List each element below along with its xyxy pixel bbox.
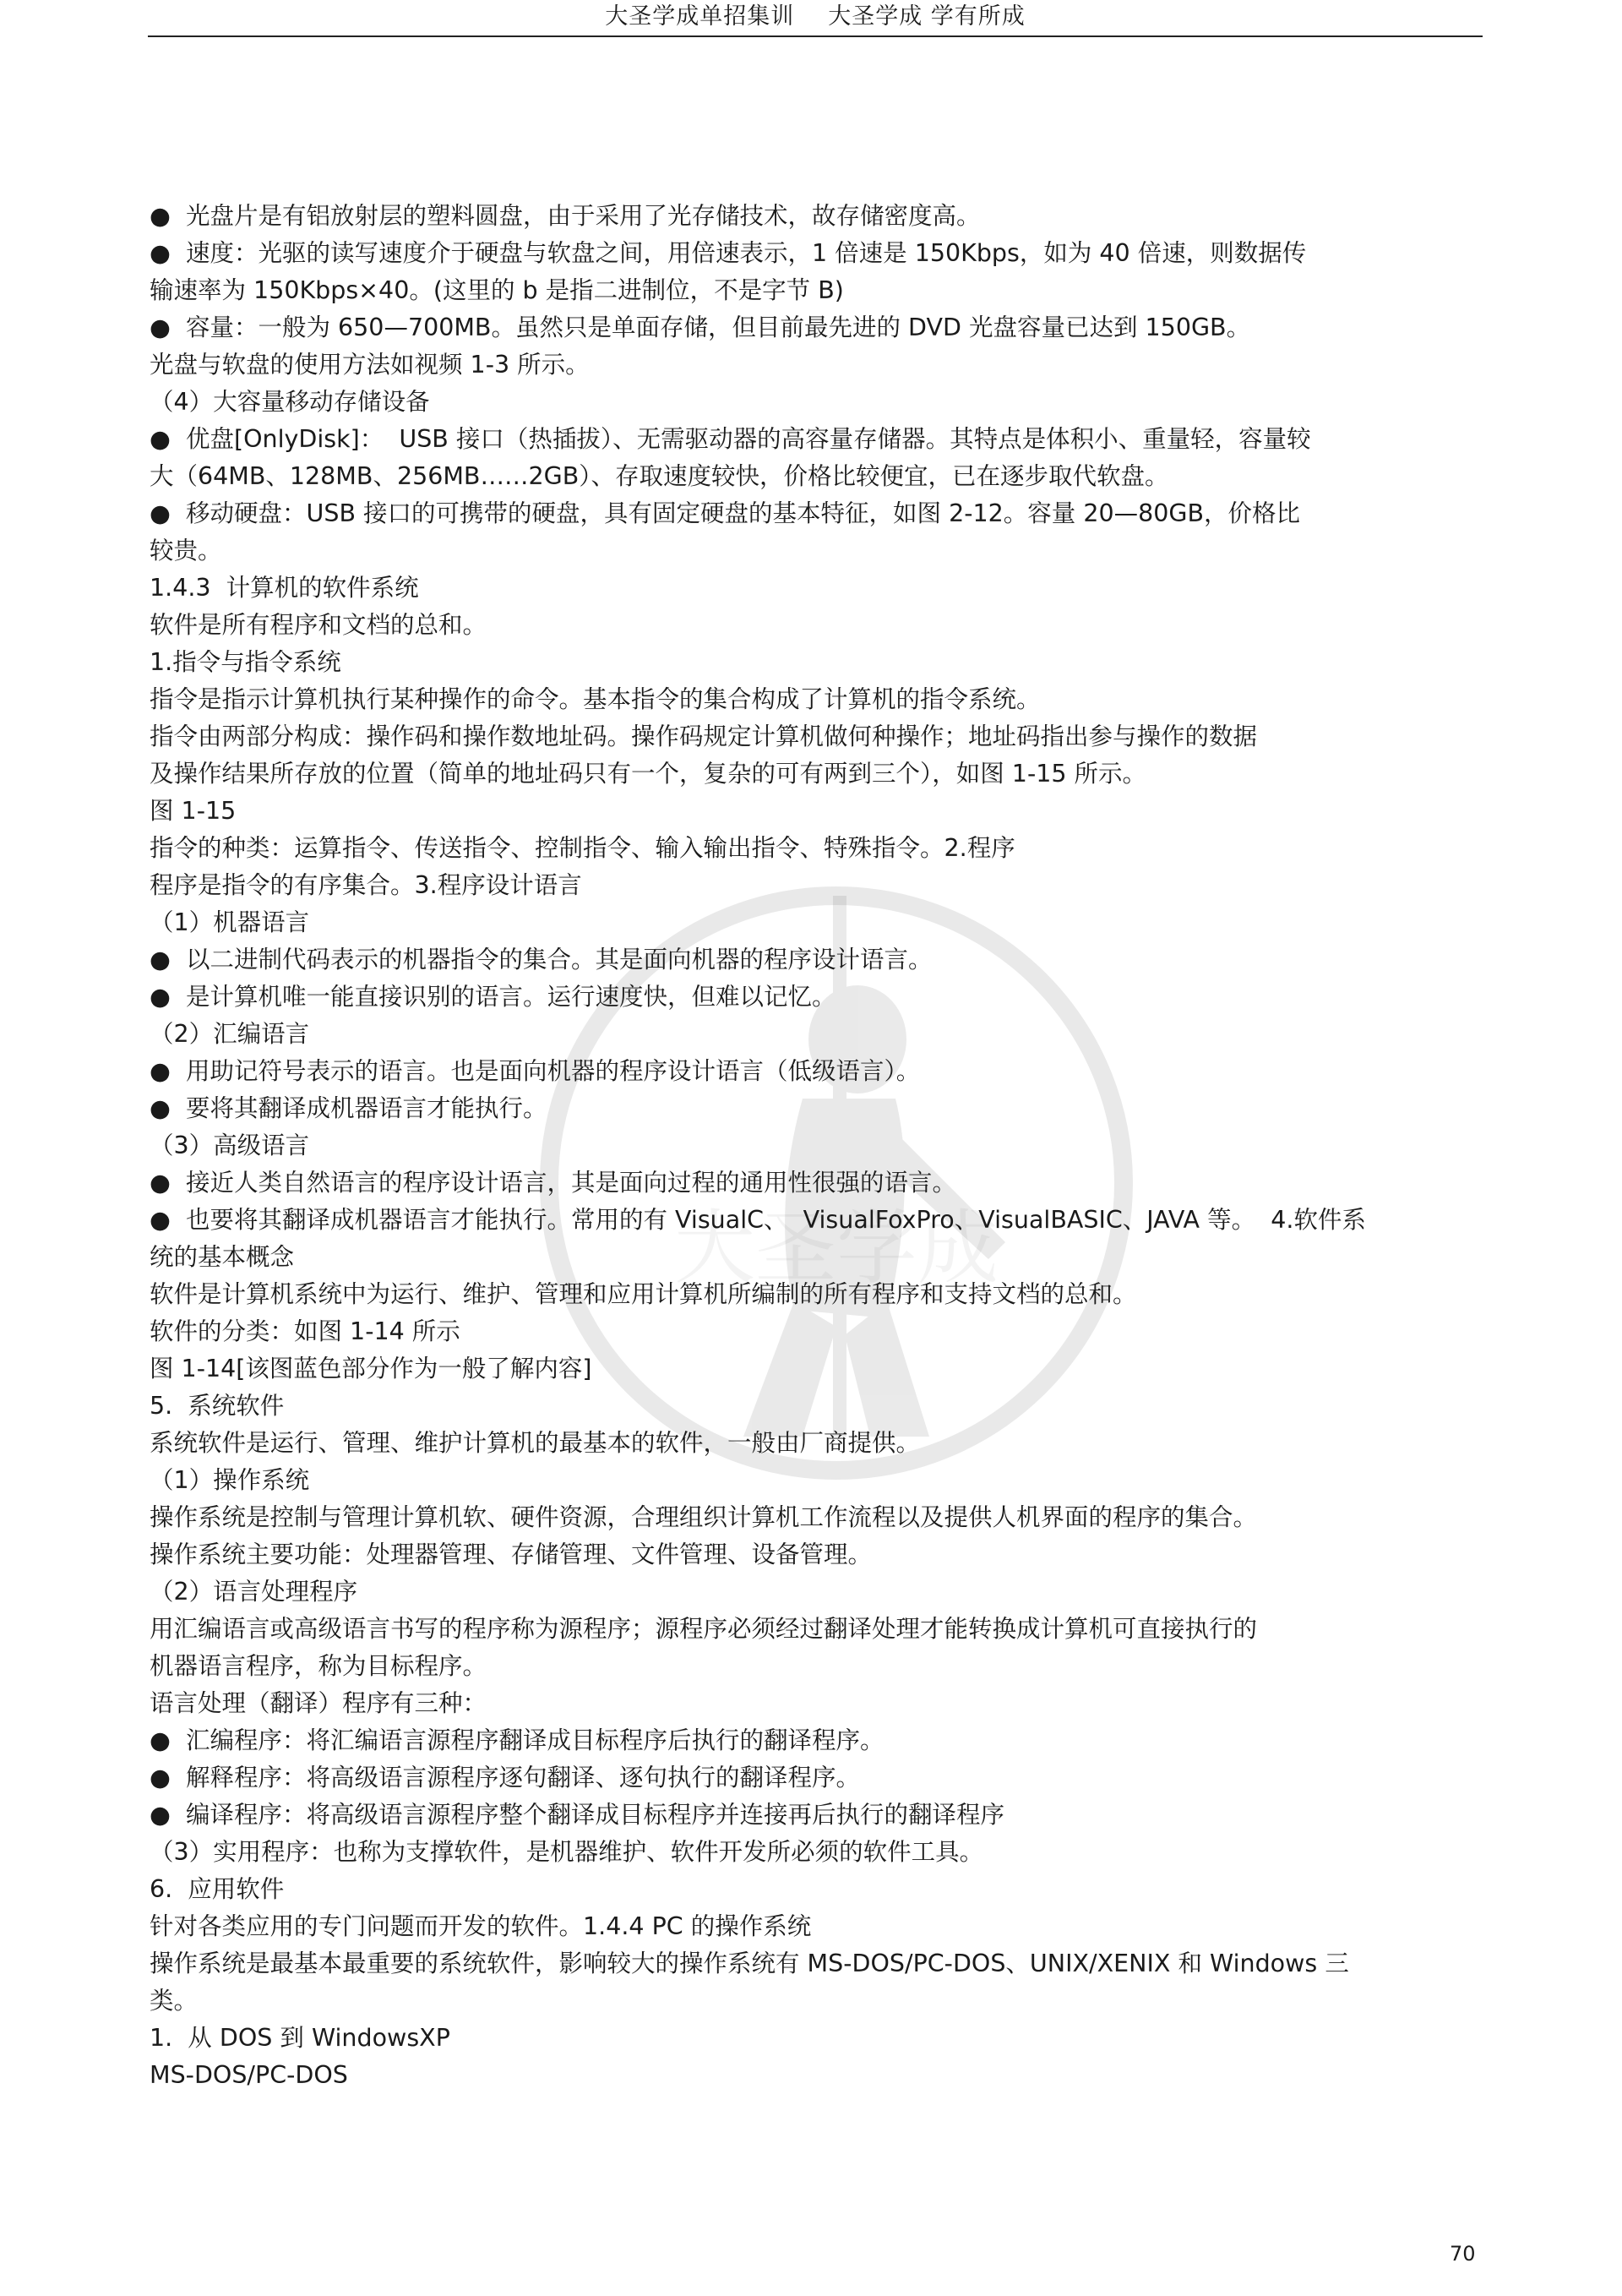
text-line: （3）高级语言 — [150, 1132, 310, 1159]
subsection-heading: 1.指令与指令系统 — [150, 648, 341, 676]
text-line: 软件是所有程序和文档的总和。 — [150, 611, 487, 639]
text-line: （1）机器语言 — [150, 908, 310, 936]
subsection-heading: 5. 系统软件 — [150, 1392, 285, 1420]
text-line: 指令的种类：运算指令、传送指令、控制指令、输入输出指令、特殊指令。2.程序 — [150, 834, 1015, 862]
text-line: 大（64MB、128MB、256MB……2GB）、存取速度较快，价格比较便宜，已在逐步取代软盘。 — [150, 462, 1169, 490]
text-line: ● 接近人类自然语言的程序设计语言，其是面向过程的通用性很强的语言。 — [150, 1169, 956, 1197]
text-line: 较贵。 — [150, 537, 222, 564]
text-line: 光盘与软盘的使用方法如视频 1-3 所示。 — [150, 351, 590, 379]
text-line: 类。 — [150, 1987, 199, 2015]
text-line: 操作系统是最基本最重要的系统软件，影响较大的操作系统有 MS-DOS/PC-DOS、UNIX/XENIX 和 Windows 三 — [150, 1950, 1349, 1977]
text-line: （2）汇编语言 — [150, 1020, 310, 1048]
text-line: 操作系统是控制与管理计算机软、硬件资源，合理组织计算机工作流程以及提供人机界面的程序的集合。 — [150, 1503, 1258, 1531]
text-line: 软件的分类：如图 1-14 所示 — [150, 1317, 460, 1345]
text-line: 及操作结果所存放的位置（简单的地址码只有一个，复杂的可有两到三个），如图 1-15 所示。 — [150, 760, 1147, 788]
page-number: 70 — [1450, 2242, 1476, 2266]
figure-label: 图 1-14[该图蓝色部分作为一般了解内容] — [150, 1355, 592, 1383]
text-line: ● 容量：一般为 650—700MB。虽然只是单面存储，但目前最先进的 DVD 光盘容量已达到 150GB。 — [150, 314, 1251, 341]
text-line: ● 是计算机唯一能直接识别的语言。运行速度快，但难以记忆。 — [150, 983, 836, 1011]
text-line: 机器语言程序，称为目标程序。 — [150, 1652, 487, 1680]
text-line: ● 也要将其翻译成机器语言才能执行。常用的有 VisualC、 VisualFoxPro、VisualBASIC、JAVA 等。 4.软件系 — [150, 1206, 1366, 1234]
text-line: （3）实用程序：也称为支撑软件，是机器维护、软件开发所必须的软件工具。 — [150, 1838, 984, 1866]
section-heading: 1.4.3 计算机的软件系统 — [150, 574, 419, 602]
text-line: ● 优盘[OnlyDisk]： USB 接口（热插拔）、无需驱动器的高容量存储器。其特点是体积小、重量轻，容量较 — [150, 425, 1311, 453]
text-line: 指令是指示计算机执行某种操作的命令。基本指令的集合构成了计算机的指令系统。 — [150, 685, 1041, 713]
text-line: （1）操作系统 — [150, 1466, 310, 1494]
text-line: ● 编译程序：将高级语言源程序整个翻译成目标程序并连接再后执行的翻译程序 — [150, 1801, 1004, 1829]
subsection-heading: 6. 应用软件 — [150, 1875, 285, 1903]
text-line: （2）语言处理程序 — [150, 1578, 358, 1606]
text-line: MS-DOS/PC-DOS — [150, 2061, 348, 2089]
header-right-title: 大圣学成 学有所成 — [828, 3, 1026, 30]
text-line: 指令由两部分构成：操作码和操作数地址码。操作码规定计算机做何种操作；地址码指出参与操作的数据 — [150, 723, 1258, 750]
text-line: 语言处理（翻译）程序有三种： — [150, 1689, 487, 1717]
text-line: ● 光盘片是有铝放射层的塑料圆盘，由于采用了光存储技术，故存储密度高。 — [150, 202, 981, 230]
text-line: 针对各类应用的专门问题而开发的软件。1.4.4 PC 的操作系统 — [150, 1912, 812, 1940]
figure-label: 图 1-15 — [150, 797, 237, 825]
text-line: （4）大容量移动存储设备 — [150, 388, 430, 416]
text-line: ● 速度：光驱的读写速度介于硬盘与软盘之间，用倍速表示，1 倍速是 150Kbps，如为 40 倍速，则数据传 — [150, 239, 1307, 267]
header-left-title: 大圣学成单招集训 — [605, 3, 795, 30]
text-line: 程序是指令的有序集合。3.程序设计语言 — [150, 871, 582, 899]
watermark-text: 大圣学成 — [674, 1201, 999, 1295]
text-line: ● 以二进制代码表示的机器指令的集合。其是面向机器的程序设计语言。 — [150, 946, 933, 973]
text-line: ● 汇编程序：将汇编语言源程序翻译成目标程序后执行的翻译程序。 — [150, 1726, 884, 1754]
text-line: 系统软件是运行、管理、维护计算机的最基本的软件，一般由厂商提供。 — [150, 1429, 921, 1457]
text-line: 用汇编语言或高级语言书写的程序称为源程序；源程序必须经过翻译处理才能转换成计算机可直接执行的 — [150, 1615, 1258, 1643]
text-line: 软件是计算机系统中为运行、维护、管理和应用计算机所编制的所有程序和支持文档的总和。 — [150, 1280, 1137, 1308]
text-line: ● 移动硬盘：USB 接口的可携带的硬盘，具有固定硬盘的基本特征，如图 2-12。容量 20—80GB，价格比 — [150, 499, 1301, 527]
text-line: ● 用助记符号表示的语言。也是面向机器的程序设计语言（低级语言）。 — [150, 1057, 921, 1085]
text-line: 统的基本概念 — [150, 1243, 295, 1271]
page-header — [148, 0, 1483, 37]
text-line: 输速率为 150Kbps×40。(这里的 b 是指二进制位，不是字节 B) — [150, 276, 844, 304]
text-line: ● 要将其翻译成机器语言才能执行。 — [150, 1094, 547, 1122]
text-line: ● 解释程序：将高级语言源程序逐句翻译、逐句执行的翻译程序。 — [150, 1764, 860, 1792]
document-body — [150, 198, 1484, 2094]
subsection-heading: 1. 从 DOS 到 WindowsXP — [150, 2024, 450, 2052]
text-line: 操作系统主要功能：处理器管理、存储管理、文件管理、设备管理。 — [150, 1541, 873, 1568]
